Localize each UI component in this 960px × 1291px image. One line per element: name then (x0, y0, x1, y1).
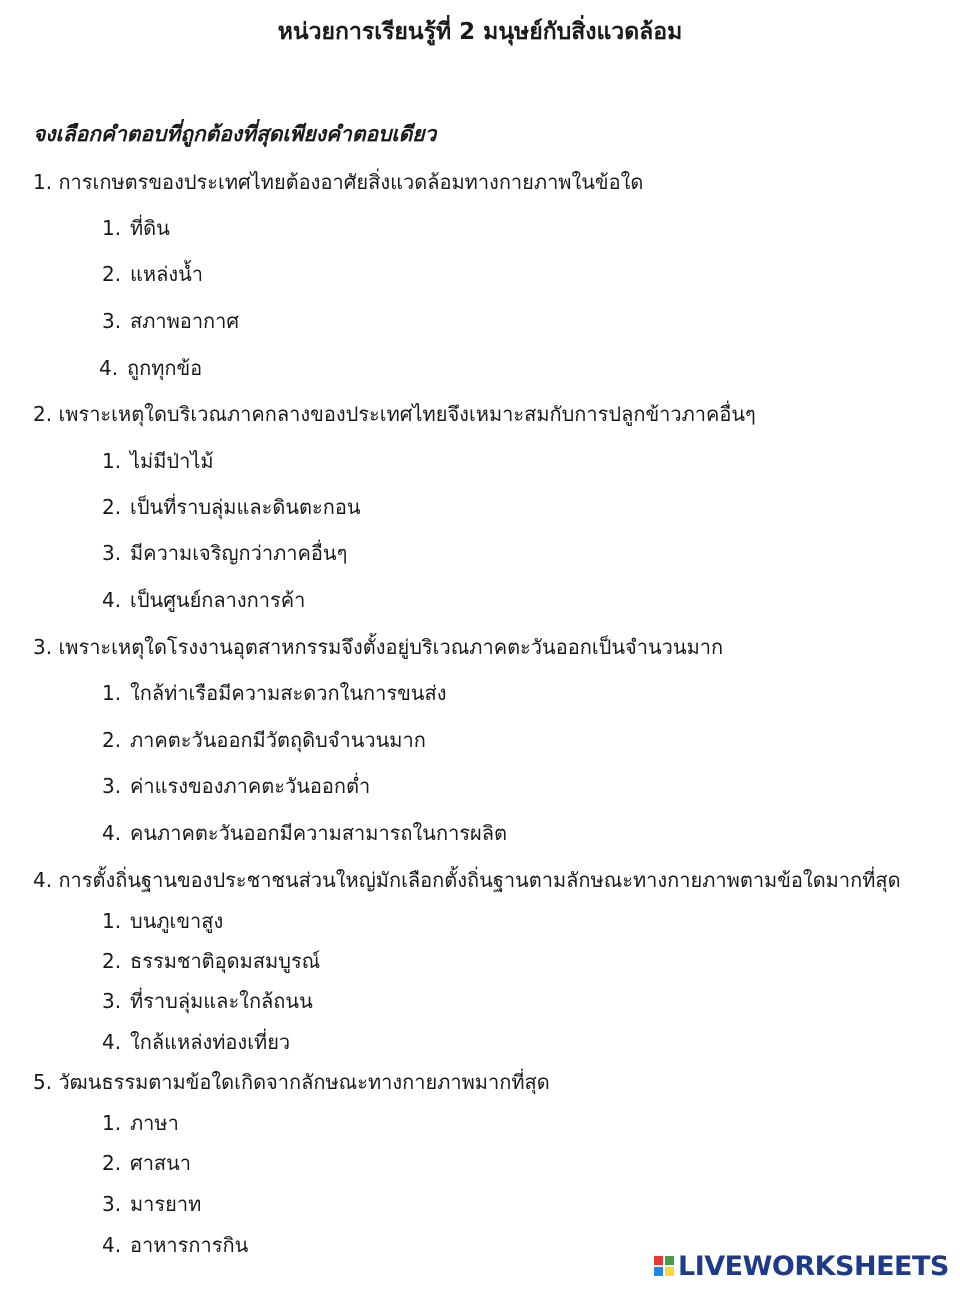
question-5-option-2[interactable] (102, 1147, 191, 1179)
option-number: 1. (102, 449, 122, 473)
option-number: 1. (102, 1111, 122, 1135)
logo-mark-icon (654, 1256, 674, 1276)
logo-square-yellow (665, 1267, 674, 1276)
option-label: ที่ราบลุ่มและใกล้ถนน (130, 989, 313, 1013)
option-label: ใกล้แหล่งท่องเที่ยว (130, 1030, 291, 1054)
question-2-option-2[interactable] (102, 491, 361, 523)
question-1-option-1[interactable] (102, 212, 170, 244)
page-title: หน่วยการเรียนรู้ที่ 2 มนุษย์กับสิ่งแวดล้อม (277, 19, 683, 45)
option-number: 1. (102, 681, 122, 705)
instruction-text: จงเลือกคำตอบที่ถูกต้องที่สุดเพียงคำตอบเดียว (33, 122, 437, 146)
question-3-option-4[interactable] (102, 817, 507, 849)
option-number: 2. (102, 728, 122, 752)
question-3-option-1[interactable] (102, 677, 446, 709)
option-label: สภาพอากาศ (130, 309, 240, 333)
question-1-option-2[interactable] (102, 258, 203, 290)
option-number: 3. (102, 774, 122, 798)
logo-text: LIVEWORKSHEETS (678, 1250, 949, 1282)
option-number: 1. (102, 909, 122, 933)
option-number: 3. (102, 541, 122, 565)
question-1-option-3[interactable] (102, 305, 239, 337)
question-4-option-2[interactable] (102, 945, 320, 977)
option-number: 2. (102, 495, 122, 519)
option-label: อาหารการกิน (130, 1233, 249, 1257)
option-label: ภาคตะวันออกมีวัตถุดิบจำนวนมาก (130, 728, 426, 752)
question-4-option-1[interactable] (102, 905, 223, 937)
option-label: ค่าแรงของภาคตะวันออกต่ำ (130, 774, 371, 798)
option-number: 4. (102, 1030, 122, 1054)
option-number: 1. (102, 216, 122, 240)
question-2-option-4[interactable] (102, 584, 305, 616)
question-2: 2. เพราะเหตุใดบริเวณภาคกลางของประเทศไทยจึงเหมาะสมกับการปลูกข้าวภาคอื่นๆ (33, 402, 756, 426)
question-5-option-4[interactable] (102, 1229, 248, 1261)
question-4-option-3[interactable] (102, 985, 313, 1017)
option-number: 4. (102, 821, 122, 845)
option-label: ไม่มีป่าไม้ (130, 449, 214, 473)
option-label: บนภูเขาสูง (130, 909, 224, 933)
option-label: ถูกทุกข้อ (127, 356, 203, 380)
option-label: แหล่งน้ำ (130, 262, 203, 286)
logo-square-blue (654, 1267, 663, 1276)
option-label: คนภาคตะวันออกมีความสามารถในการผลิต (130, 821, 508, 845)
option-label: มารยาท (130, 1192, 202, 1216)
question-1: 1. การเกษตรของประเทศไทยต้องอาศัยสิ่งแวดล้อมทางกายภาพในข้อใด (33, 170, 644, 194)
option-number: 3. (102, 1192, 122, 1216)
option-number: 4. (102, 1233, 122, 1257)
question-5: 5. วัฒนธรรมตามข้อใดเกิดจากลักษณะทางกายภาพมากที่สุด (33, 1070, 550, 1094)
question-5-option-3[interactable] (102, 1188, 201, 1220)
option-label: เป็นที่ราบลุ่มและดินตะกอน (130, 495, 361, 519)
option-number: 4. (99, 356, 119, 380)
option-number: 3. (102, 989, 122, 1013)
option-label: ภาษา (130, 1111, 179, 1135)
question-2-option-1[interactable] (102, 445, 214, 477)
option-number: 4. (102, 588, 122, 612)
question-4: 4. การตั้งถิ่นฐานของประชาชนส่วนใหญ่มักเลือกตั้งถิ่นฐานตามลักษณะทางกายภาพตามข้อใดมากที่สุด (33, 868, 901, 892)
option-label: ใกล้ท่าเรือมีความสะดวกในการขนส่ง (130, 681, 447, 705)
option-label: มีความเจริญกว่าภาคอื่นๆ (130, 541, 348, 565)
liveworksheets-logo (654, 1250, 949, 1282)
question-2-option-3[interactable] (102, 537, 347, 569)
question-3: 3. เพราะเหตุใดโรงงานอุตสาหกรรมจึงตั้งอยู่บริเวณภาคตะวันออกเป็นจำนวนมาก (33, 635, 724, 659)
option-label: ที่ดิน (130, 216, 170, 240)
option-number: 2. (102, 1151, 122, 1175)
question-1-option-4[interactable] (99, 352, 202, 384)
option-number: 2. (102, 262, 122, 286)
logo-square-green (665, 1256, 674, 1265)
question-4-option-4[interactable] (102, 1026, 290, 1058)
option-label: ธรรมชาติอุดมสมบูรณ์ (130, 949, 321, 973)
question-3-option-2[interactable] (102, 724, 426, 756)
question-5-option-1[interactable] (102, 1107, 179, 1139)
option-number: 3. (102, 309, 122, 333)
option-label: เป็นศูนย์กลางการค้า (130, 588, 306, 612)
option-label: ศาสนา (130, 1151, 192, 1175)
question-3-option-3[interactable] (102, 770, 370, 802)
option-number: 2. (102, 949, 122, 973)
logo-square-red (654, 1256, 663, 1265)
